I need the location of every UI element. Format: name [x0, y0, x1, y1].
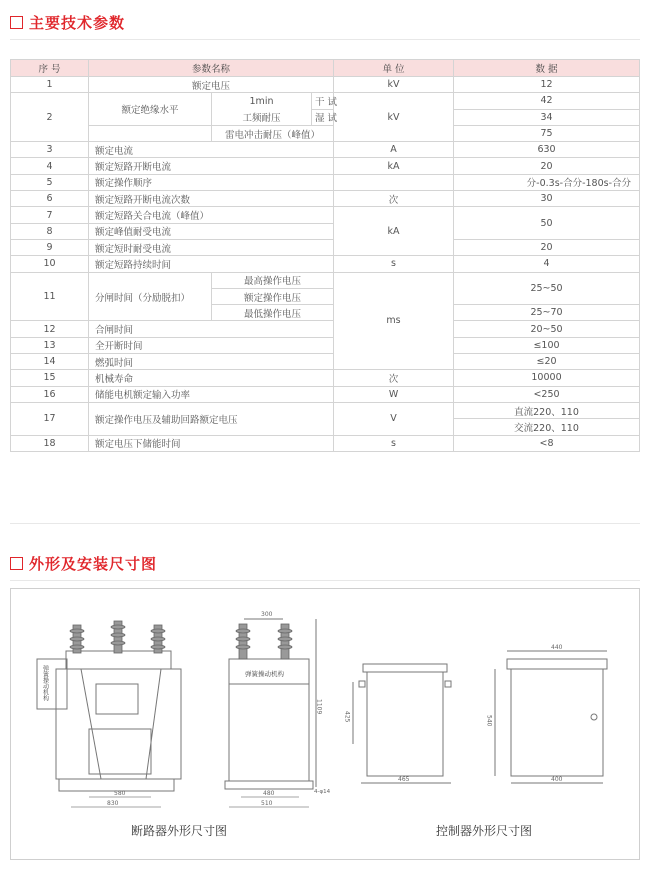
header-name: 参数名称: [89, 60, 334, 77]
header-unit: 单 位: [334, 60, 454, 77]
table-row: 7 额定短路关合电流（峰值） kA 50: [11, 207, 640, 223]
square-bullet-icon: [10, 557, 23, 570]
dim-section-title: 外形及安装尺寸图: [29, 555, 158, 573]
controller-roof-outline: [363, 664, 447, 672]
side-mechanism-label: 弹簧操动机构: [41, 665, 49, 701]
table-row: 交流220、110: [11, 419, 640, 435]
table-row: 5 额定操作顺序 分-0.3s-合分-180s-合分: [11, 174, 640, 190]
table-bottom-divider: [10, 523, 640, 524]
dim-section-header: [10, 553, 157, 574]
controller-front-outline: [511, 669, 603, 776]
table-row: 11 分闸时间（分励脱扣） 最高操作电压 ms 25~50: [11, 272, 640, 288]
table-row: 额定操作电压: [11, 288, 640, 304]
spec-section-title: 主要技术参数: [29, 14, 126, 32]
dim-465: 465: [398, 776, 410, 783]
table-header-row: [11, 60, 640, 77]
table-row: 15 机械寿命 次 10000: [11, 370, 640, 386]
controller-side-outline: [367, 672, 443, 776]
dim-510: 510: [261, 800, 273, 807]
controller-drawing-caption: 控制器外形尺寸图: [436, 824, 533, 838]
table-row: 18 额定电压下储能时间 s <8: [11, 435, 640, 451]
breaker-drawing-caption: 断路器外形尺寸图: [131, 824, 228, 838]
table-row: 4 额定短路开断电流 kA 20: [11, 158, 640, 174]
table-row: 16 储能电机额定输入功率 W <250: [11, 386, 640, 402]
spec-table: [10, 59, 640, 452]
table-row: 工频耐压 湿 试 34: [11, 109, 640, 125]
front-mechanism-label: 弹簧操动机构: [245, 670, 284, 678]
dim-425: 425: [343, 711, 351, 723]
table-row: 12 合闸时间 20~50: [11, 321, 640, 337]
breaker-body-outline: [56, 669, 181, 779]
dim-480: 480: [263, 790, 275, 797]
table-row: 2 额定绝缘水平 1min 干 试 kV 42: [11, 93, 640, 109]
square-bullet-icon: [10, 16, 23, 29]
header-no: 序 号: [11, 60, 89, 77]
dim-400: 400: [551, 776, 563, 783]
table-row: 8 额定峰值耐受电流: [11, 223, 640, 239]
dim-divider: [10, 580, 640, 581]
table-row: 10 额定短路持续时间 s 4: [11, 256, 640, 272]
table-row: 雷电冲击耐压（峰值） 75: [11, 125, 640, 141]
dim-830: 830: [107, 800, 119, 807]
spec-section-header: [10, 12, 125, 33]
table-row: 13 全开断时间 ≤100: [11, 337, 640, 353]
table-row: 1 额定电压 kV 12: [11, 77, 640, 93]
spec-divider: [10, 39, 640, 40]
table-row: 3 额定电流 A 630: [11, 142, 640, 158]
lock-icon: [591, 714, 597, 720]
table-row: 最低操作电压 25~70: [11, 305, 640, 321]
dim-580: 580: [114, 790, 126, 797]
header-value: 数 据: [454, 60, 640, 77]
dimension-drawing-panel: [10, 588, 640, 860]
table-row: 17 额定操作电压及辅助回路额定电压 V 直流220、110: [11, 402, 640, 418]
table-row: 9 额定短时耐受电流 20: [11, 239, 640, 255]
dim-440: 440: [551, 644, 563, 651]
table-row: 14 燃弧时间 ≤20: [11, 354, 640, 370]
table-row: 6 额定短路开断电流次数 次 30: [11, 191, 640, 207]
dim-300: 300: [261, 611, 273, 618]
dim-540: 540: [485, 715, 493, 727]
dim-hole: 4-φ14: [314, 789, 331, 795]
dimension-drawings: [11, 589, 641, 861]
dim-1109: 1109: [315, 699, 323, 715]
